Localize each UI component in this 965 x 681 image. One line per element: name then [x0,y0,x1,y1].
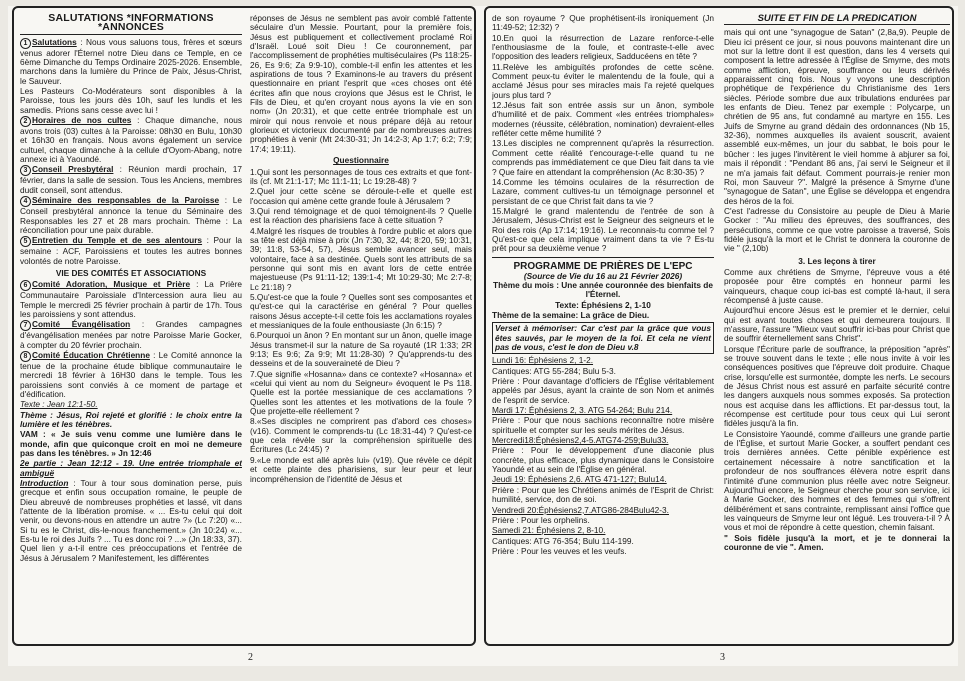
sermon-paragraph-3: Comme aux chrétiens de Smyrne, l'épreuve vous a été proposée pour être comptés en honneur parmi les vainqueurs, chaque coup ici-bas est compté là-haut, il sera récompensé à juste cause. [724,266,950,305]
bulletin-sheet [8,6,958,666]
seminaire-title: Séminaire des responsables de la Paroisse [32,195,220,206]
prayer-program-section [492,257,714,557]
thursday-prayer: Prière : Pour que les Chrétiens animés de l'Esprit de Christ: humilité, service, don de soi. [492,484,714,505]
committees-heading: VIE DES COMITÉS ET ASSOCIATIONS [55,267,207,278]
item-number-7-icon: 7 [20,320,31,331]
item-number-6-icon: 6 [20,280,31,291]
entretien-text: : Pour la semaine : ACF, Paroissiens et toutes les autres bonnes volontés de notre Paroisse. [20,235,242,266]
thursday-reading: Jeudi 19: Éphésiens 2,6. ATG 471-127; Bulu14. [492,474,667,485]
evangelisation-text: : Grandes campagnes d'évangélisation menées par notre Paroisse Marie Gocker, à compter du 20 février prochain. [20,319,242,350]
vam-line: VAM : « Je suis venu comme une lumière dans le monde, afin que quiconque croit en moi ne demeure pas dans les ténèbres. » Jn 12:46 [20,429,242,459]
salutations-paragraph [20,38,242,86]
question-14: 14.Comme les témoins oculaires de la résurrection de Lazare, comment cultives-tu un témoignage personnel et persistant de ce que Christ fait dans ta vie ? [492,176,714,206]
sermon-paragraph-2: C'est l'adresse du Consistoire au peuple de Dieu à Marie Gocker : "Au milieu des épreuves, des souffrances, des persécutions, comme ce que votre paroisse a traversé, Sois fidèle jusqu'à la mort et le Christ te donnera la couronne de vie " (2,10b) [724,205,950,254]
monday-reading: Lundi 16: Éphésiens 2, 1-2. [492,355,594,366]
sermon-paragraph-4: Aujourd'hui encore Jésus est le premier et le dernier, celui qui est avant toutes choses et qui demeurera toujours. Il m'assure, l'assure "Mieux vaut souffrir ici-bas pour Christ que de souffrir éternellement sans Christ". [724,305,950,344]
adoration-text: : La Prière Communautaire Paroissiale d'Intercession aura lieu au Temple le mercredi 25 février prochain à partir de 17h. Tous les paroissiens y sont attendus. [20,279,242,319]
left-column-2 [250,14,472,640]
question-7: 7.Que signifie «Hosanna» dans ce contexte? «Hosanna» et «celui qui vient au nom du Seigneur» évoquent le Ps 118. Quelle est la portée messianique de ces acclamations ? Quelles sont les attentes et les motivations de la foule ? Que projette-elle réellement ? [250,368,472,417]
evangelisation-paragraph [20,320,242,350]
memory-verse: Verset à mémoriser: Car c'est par la grâce que vous êtes sauvés, par le moyen de la foi. Et cela ne vient pas de vous, c'est le don de Dieu v.8 [492,322,714,354]
item-number-8-icon: 8 [20,351,31,362]
wednesday-reading: Mercredi18:Éphésiens2,4-5.ATG74-259;Bulu33. [492,435,669,446]
adoration-paragraph [20,280,242,319]
prayer-program-title: PROGRAMME DE PRIÈRES DE L'EPC [513,260,693,272]
question-9-continued: de son royaume ? Que prophétisent-ils ironiquement (Jn 11:49-52; 12:32) ? [492,14,714,33]
monday-hymns: Cantiques: ATG 55-284; Bulu 5-3. [492,365,616,376]
monday-prayer: Prière : Pour davantage d'officiers de l'Église véritablement appelés par Jésus, ayant la crainte de son Nom et animés de l'esprit de service. [492,376,714,405]
horaires-text: : Chaque dimanche, nous avons trois (03) cultes à la Paroisse: 08h30 en Bulu, 10h30 et 16h30 en français. Nous avons également un service cultuel, chaque dimanche à la cellule d'Oyom-Abang, notre annexe ici à Yaoundé. [20,115,242,165]
introduction-paragraph [20,479,242,563]
question-15: 15.Malgré le grand malentendu de l'entrée de son à Jérusalem, Jésus-Christ est le Seigneur des seigneurs et le Roi des rois (Ap 17:14; 19:16). Le reconnais-tu comme tel ? Qu'est-ce que cela implique vraiment dans ta vie ? Es-tu prêt pour sa deuxième venue ? [492,205,714,254]
horaires-title: Horaires de nos cultes [32,115,132,126]
question-9: 9.«Le monde est allé après lui» (v19). Que révèle ce dépit et cette plainte des pharisiens, sur leur peur et leur incompréhension de l'identité de Jésus et [250,454,472,484]
right-column-2 [724,14,950,640]
question-13: 13.Les disciples ne comprennent qu'après la résurrection. Comment cette réalité t'encourage-t-elle quand tu ne comprends pas immédiatement ce que Dieu fait dans ta vie ? Que faire en attendant la compréhension (Ac 8:30-35) ? [492,138,714,177]
saturday-prayer: Prière : Pour les veuves et les veufs. [492,545,627,556]
item-number-2-icon: 2 [20,116,31,127]
conseil-paragraph [20,165,242,195]
left-column-1 [20,14,242,640]
entretien-title: Entretien du Temple et de ses alentours [32,235,203,246]
saturday-reading: Samedi 21: Éphésiens 2, 8-10. [492,525,606,536]
seminaire-text: : Le Conseil presbytéral annonce la tenue du Séminaire des Responsables les 27 et 28 mars prochain. Thème : La réconciliation pour une paix durable. [20,195,242,235]
wednesday-prayer: Prière : Pour le développement d'une diaconie plus concrète, plus efficace, plus dynamique dans le Consistoire Yaoundé et au sein de l'Église en général. [492,445,714,475]
question-6: 6.Pourquoi un ânon ? En montant sur un ânon, quelle image Jésus transmet-il sur la nature de Sa royauté (1R 1:33; 2R 9:13; Es 9:6; Za 9:9; Mt 11:28-30) ? Qu'apprends-tu des desseins et de la souveraineté de Dieu ? [250,330,472,369]
announcements-banner: SALUTATIONS *INFORMATIONS *ANNONCES [20,14,242,35]
introduction-text: : Tour à tour sous domination perse, puis grecque et enfin sous occupation romaine, le peuple de Dieu abreuvé de nombreuses prophéties et lassé, vit dans l'attente de la libération promise. « ... Es-tu celui qui doit venir, ou devons-nous en attendre un autre ?» (Lc 7:20) «... Si tu es le Christ, dis-le-nous franchement.» (Jn 10:24) «... Es-tu le roi des Juifs ? ... Tu es donc roi ? ...» (Jn 18:33, 37). Quel lien y a-t-il entre ces préoccupations et l'entrée de Jésus à Jérusalem ? Manifestement, les différentes [20,478,242,563]
intro-continued-paragraph: réponses de Jésus ne semblent pas avoir comblé l'attente séculaire d'un Messie. Pourtant, pour la première fois, Jésus est publiquement et collectivement proclamé Roi d'Israël. Loué soit Dieu ! Ce couronnement, par l'accomplissement de prophéties multiséculaires (Ps 118:25-26, Es 9:6; Za 9:9-10), comble-t-il enfin les attentes et les aspirations de tous ? Examinons-le au travers du présent questionnaire en priant l'esprit que «ces choses ont été écrites afin que nous croyions que Jésus est le Christ, le Fils de Dieu, et qu'en croyant nous ayons la vie en son nom» (Jn 20:31), et que cette entrée triomphale est un miroir qui nous renvoie et nous prépare déjà au retour glorieux et victorieux documenté par de nombreuses autres prophéties à venir (Mt 24:30-31; Jn 14:2-3; Ap 1:7; 6:2; 7:9; 17:4; 19:11). [250,14,472,154]
study-text-line: Texte : Jean 12:1-50. [20,399,98,410]
study-theme-line: Thème : Jésus, Roi rejeté et glorifié : le choix entre la lumière et les ténèbres. [20,409,242,429]
education-paragraph [20,351,242,399]
education-text: : Le Comité annonce la tenue de la prochaine étude biblique communautaire le mercredi 18 février à 16H30 dans le temple. Tous les paroissiens sont conviés à ce moment de partage et d'édification. [20,349,242,399]
adoration-title: Comité Adoration, Musique et Prière [32,279,191,290]
partie-line: 2e partie : Jean 12:12 - 19. Une entrée triomphale et ambiguë [20,458,242,478]
page-right [484,6,954,646]
entretien-paragraph [20,236,242,266]
friday-reading: Vendredi 20:Éphésiens2,7.ATG86-284Bulu42-3. [492,504,669,515]
month-theme: Thème du mois : Une année couronnée des bienfaits de l'Éternel. [493,279,713,300]
friday-prayer: Prière : Pour les orphelins. [492,514,590,525]
pasteurs-paragraph: Les Pasteurs Co-Modérateurs sont disponibles à la Paroisse, tous les jours dès 10h, sauf les lundis et les samedis. Prions sans cesse avec lui ! [20,86,242,115]
sermon-paragraph-5: Lorsque l'Écriture parle de souffrance, la préposition "après" se trouve souvent dans le texte ; elle nous invite à voir les conséquences positives que l'épreuve doit produire. Chaque crise, lorsqu'elle est surmontée, dompte les nerfs. Le secours de Jésus Christ nous est assuré en parfaite sécurité contre les dangers auxquels nous sommes exposés. Sa protection nous est acquise dans les afflictions. Et par-dessus tout, la récompense est certitude pour tous ceux qui Lui seront fidèles jusqu'à la fin. [724,343,950,429]
prayer-program-source: (Source de Vie du 16 au 21 Février 2026) [523,270,683,281]
question-5: 5.Qu'est-ce que la foule ? Quelles sont ses composantes et qu'est-ce qui la caractérise en général ? Pour quelles raisons Jésus accepte-t-il cette fois les acclamations royales et messianiques de la foule enthousiaste (Jn 6:15) ? [250,291,472,330]
question-1: 1.Qui sont les personnages de tous ces extraits et que font-ils (cf. Mt 21:1-17; Mc 11:1-11; Lc 19:28-48) ? [250,166,472,186]
conseil-title: Conseil Presbytéral [32,164,114,175]
program-text: Texte: Éphésiens 2, 1-10 [555,299,651,310]
tuesday-prayer: Prière : Pour que nous sachions reconnaître notre misère spirituelle et compter sur les seuls mérites de Jésus. [492,415,714,435]
horaires-paragraph [20,116,242,164]
item-number-4-icon: 4 [20,196,31,207]
tuesday-reading: Mardi 17: Éphésiens 2, 3. ATG 54-264; Bulu 214. [492,405,673,416]
item-number-1-icon: 1 [20,38,31,49]
week-theme: Thème de la semaine: La grâce de Dieu. [492,309,650,320]
questionnaire-heading: Questionnaire [333,155,389,166]
question-11: 11.Relève les ambiguïtés profondes de cette scène. Comment peux-tu éviter le malentendu de la foule, qui a acclamé Jésus pour ses miracles mais l'a rejeté quelques jours plus tard ? [492,61,714,100]
evangelisation-title: Comité Évangélisation [32,319,131,330]
sermon-paragraph-1: mais qui ont une "synagogue de Satan" (2,8a,9). Peuple de Dieu ici présent ce jour, si nous pouvons maintenant dire un mot sur la lettre dont il est question, dans les 4 versets qui composent la lettre adressée à l'Église de Smyrne, des mots comme affliction, épreuve, souffrance ou leurs dérivés apparaissent cinq fois. Nous y voyons une description prophétique de l'expérience du Christianisme des 1ers siècles. Période sombre due aux tribulations endurées par les enfants de Dieu. Tenez par exemple : Polycarpe, un chrétien de 95 ans, fut condamné au martyre en 155. Les Juifs de Smyrne au grand dédain des ordonnances (Nb 15, 32-36), nommes auxquelles ils avaient souscrit, avaient assemblé eux-mêmes, un jour du sabbat, le bois pour le bûcher : les juges l'invitèrent le vieil homme à abjurer sa foi, mais il répondit : "Pendant 86 ans, j'ai servi le Seigneur et il ne m'a jamais fait défaut. Comment pourrais-je renier mon Roi, mon Sauveur ?". Malgré la présence à Smyrne d'une "synagogue de Satan", une Église se développa et engendra des héros de la foi. [724,27,950,206]
question-4: 4.Malgré les risques de troubles à l'ordre public et alors que sa tête est déjà mise à prix (Jn 7:30, 32, 44; 8:20, 59; 10:31, 39; 11:8, 53-54, 57), Jésus semble avancer seul, mais volontaire, face à sa destinée. Quels sont les attributs de sa personne qui sont mis en avant lors de cette entrée majestueuse (Ps 91:11-12; 139:1-4; Mt 10:29-30; Mc 2:7-8; Lc 21:18) ? [250,225,472,292]
page-number-left: 2 [248,652,253,663]
saturday-hymns: Cantiques: ATG 76-354; Bulu 114-199. [492,535,634,546]
salutations-text: : Nous vous saluons tous, frères et sœurs venus adorer l'Éternel notre Dieu dans ce Temple, en ce 6ème Dimanche du Temps Ordinaire 2025-2026. Ensemble, marchons dans la lumière du Prince de Paix, Jésus-Christ, le Sauveur. [20,36,242,86]
sermon-end-banner: SUITE ET FIN DE LA PRÉDICATION [724,14,950,25]
sermon-paragraph-6: Le Consistoire Yaoundé, comme d'ailleurs une grande partie de l'Église, et surtout Marie Gocker, a souffert pendant ces trois dernières années. Cette pénible expérience est certainement nécessaire à notre sanctification et la profondeur de nos souffrances élèvera notre esprit dans l'intimité d'une communion plus réelle avec notre Seigneur. Aujourd'hui encore, le Seigneur cherche pour son service, ici à Marie Gocker, des hommes et des femmes qui s'offrent délibérément et sans contrainte, remplissant ainsi l'office que les vainqueurs de Smyrne leur ont légué. Les trouvera-t-il ? À vous et moi de répondre à cette question, chemin faisant. [724,428,950,533]
lessons-heading: 3. Les leçons à tirer [798,255,876,266]
question-12: 12.Jésus fait son entrée assis sur un ânon, symbole d'humilité et de paix. Comment «les entrées triomphales» modernes (réussite, célébration, nomination) devraient-elles refléter cette même humilité ? [492,100,714,139]
page-number-right: 3 [720,652,725,663]
item-number-5-icon: 5 [20,236,31,247]
right-column-1 [492,14,714,640]
item-number-3-icon: 3 [20,165,31,176]
question-10: 10.En quoi la résurrection de Lazare renforce-t-elle l'enthousiasme de la foule, et contraste-t-elle avec l'opposition des leaders religieux, Sadducéens en tête ? [492,32,714,62]
question-3: 3.Qui rend témoignage et de quoi témoignent-ils ? Quelle est la réaction des pharisiens face à cette situation ? [250,205,472,226]
question-2: 2.Quel jour cette scène se déroule-t-elle et quelle est l'occasion qui amène cette grande foule à Jérusalem ? [250,186,472,206]
page-left [12,6,476,646]
seminaire-paragraph [20,196,242,235]
question-8: 8.«Ses disciples ne comprirent pas d'abord ces choses» (v16). Comment le comprends-tu (Lc 18:31-44) ? Qu'est-ce que cela révèle sur la compréhension spirituelle des Écritures (Lc 24:45) ? [250,416,472,455]
sermon-closing: " Sois fidèle jusqu'à la mort, et je te donnerai la couronne de vie ". Amen. [724,532,950,552]
education-title: Comité Éducation Chrétienne [32,349,150,360]
introduction-title: Introduction [20,478,69,489]
salutations-title: Salutations [32,36,77,47]
conseil-text: : Réunion mardi prochain, 17 février, dans la salle de session. Tous les Anciens, membres dudit conseil, sont attendus. [20,164,242,195]
